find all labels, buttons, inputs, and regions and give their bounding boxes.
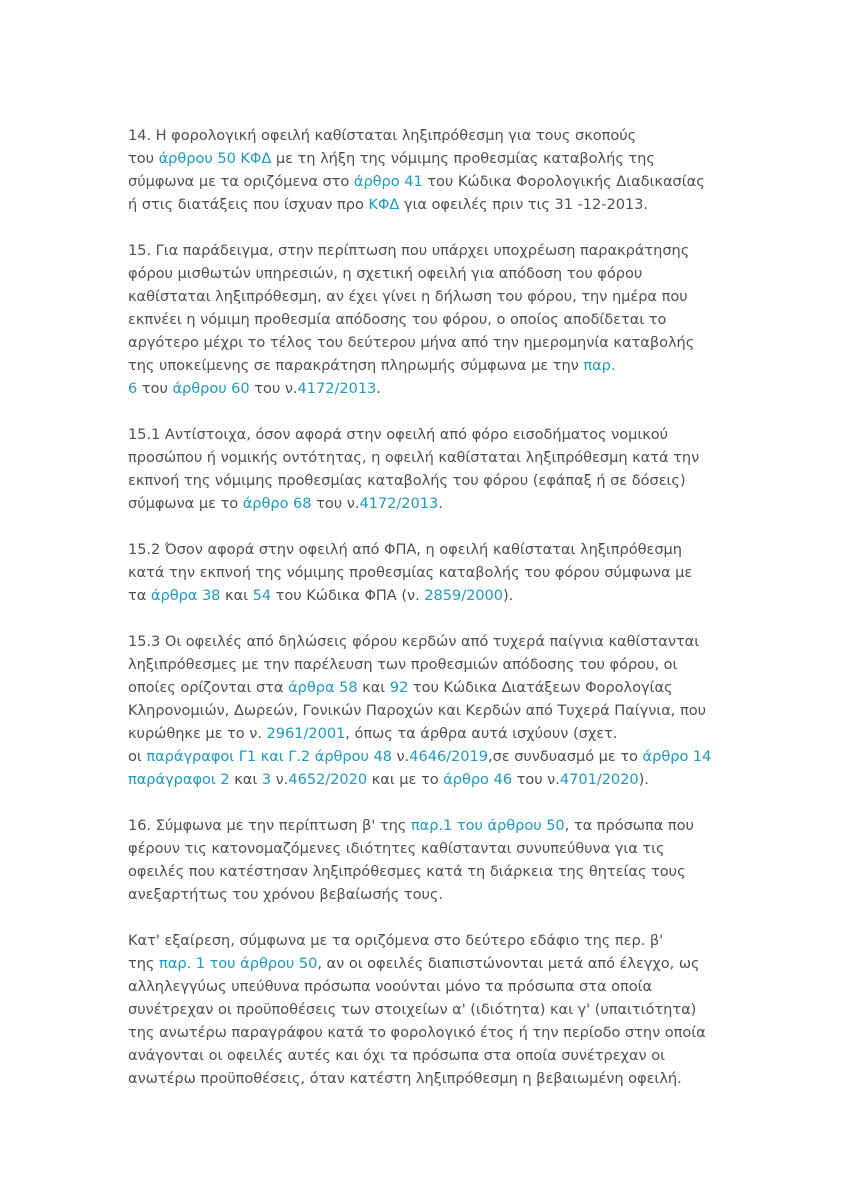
text-line <box>128 147 728 170</box>
text-line <box>128 699 728 722</box>
legal-reference-link[interactable]: παρ. 1 του άρθρου 50 <box>159 955 318 972</box>
text-segment: 15.1 Αντίστοιχα, όσον αφορά στην οφειλή από φόρο εισοδήματος νομικού <box>128 426 669 443</box>
legal-reference-link[interactable]: 2961/2001 <box>266 725 346 742</box>
legal-reference-link[interactable]: άρθρου 50 ΚΦΔ <box>158 150 272 167</box>
text-segment: 14. Η φορολογική οφειλή καθίσταται ληξιπρόθεσμη για τους σκοπούς <box>128 127 637 144</box>
text-segment: του ν. <box>311 495 360 512</box>
text-segment: 15. Για παράδειγμα, στην περίπτωση που υπάρχει υποχρέωση παρακράτησης <box>128 242 690 259</box>
text-line <box>128 262 728 285</box>
legal-reference-link[interactable]: παράγραφοι Γ1 και Γ.2 άρθρου 48 <box>146 748 392 765</box>
text-segment: ανωτέρω προϋποθέσεις, όταν κατέστη ληξιπρόθεσμη η βεβαιωμένη οφειλή. <box>128 1070 682 1087</box>
text-line <box>128 561 728 584</box>
legal-reference-link[interactable]: 4172/2013 <box>359 495 439 512</box>
text-line <box>128 745 728 768</box>
paragraph-p-exception <box>128 929 728 1090</box>
legal-reference-link[interactable]: άρθρα 58 <box>288 679 358 696</box>
text-segment: της <box>128 955 160 972</box>
text-line <box>128 1021 728 1044</box>
text-segment: ανάγονται οι οφειλές αυτές και όχι τα πρόσωπα στα οποία συνέτρεχαν οι <box>128 1047 665 1064</box>
legal-reference-link[interactable]: 4646/2019 <box>409 748 488 765</box>
legal-reference-link[interactable]: ΚΦΔ <box>368 196 400 213</box>
text-segment: εκπνέει η νόμιμη προθεσμία απόδοσης του φόρου, ο οποίος αποδίδεται το <box>128 311 667 328</box>
text-segment: αργότερο μέχρι το τέλος του δεύτερου μήνα από την ημερομηνία καταβολής <box>128 334 695 351</box>
text-line <box>128 170 728 193</box>
legal-reference-link[interactable]: άρθρου 60 <box>172 380 250 397</box>
text-segment: οποίες ορίζονται στα <box>128 679 289 696</box>
text-segment: του <box>128 150 159 167</box>
legal-reference-link[interactable]: 4652/2020 <box>288 771 368 788</box>
text-segment: του ν. <box>512 771 560 788</box>
legal-reference-link[interactable]: 54 <box>252 587 272 604</box>
text-line <box>128 653 728 676</box>
text-segment: . <box>376 380 381 397</box>
text-segment: ν. <box>271 771 289 788</box>
text-line <box>128 929 728 952</box>
text-line <box>128 492 728 515</box>
text-line <box>128 1067 728 1090</box>
paragraph-p15-2 <box>128 538 728 607</box>
text-line <box>128 768 728 791</box>
legal-reference-link[interactable]: παράγραφοι 2 <box>128 771 230 788</box>
legal-reference-link[interactable]: άρθρο 68 <box>242 495 312 512</box>
text-line <box>128 377 728 400</box>
paragraph-p15 <box>128 239 728 400</box>
legal-reference-link[interactable]: 4701/2020 <box>559 771 639 788</box>
text-line <box>128 538 728 561</box>
text-segment: , όπως τα άρθρα αυτά ισχύουν (σχετ. <box>345 725 618 742</box>
legal-reference-link[interactable]: άρθρο 14 <box>642 748 712 765</box>
text-line <box>128 860 728 883</box>
text-segment: της υποκείμενης σε παρακράτηση πληρωμής σύμφωνα με την <box>128 357 584 374</box>
text-segment: 16. Σύμφωνα με την περίπτωση β' της <box>128 817 411 834</box>
text-line <box>128 331 728 354</box>
text-segment: εκπνοή της νόμιμης προθεσμίας καταβολής του φόρου (εφάπαξ ή σε δόσεις) <box>128 472 686 489</box>
text-segment: οι <box>128 748 147 765</box>
text-segment: σύμφωνα με τα οριζόμενα στο <box>128 173 354 190</box>
legal-reference-link[interactable]: άρθρο 46 <box>443 771 512 788</box>
text-segment: με τη λήξη της νόμιμης προθεσμίας καταβολής της <box>271 150 655 167</box>
text-line <box>128 975 728 998</box>
legal-reference-link[interactable]: 6 <box>128 380 138 397</box>
paragraph-p14 <box>128 124 728 216</box>
text-segment: του Κώδικα Φορολογικής Διαδικασίας <box>422 173 705 190</box>
text-segment: του Κώδικα ΦΠΑ (ν. <box>271 587 425 604</box>
legal-reference-link[interactable]: άρθρα 38 <box>150 587 221 604</box>
text-segment: οφειλές που κατέστησαν ληξιπρόθεσμες κατά τη διάρκεια της θητείας τους <box>128 863 686 880</box>
legal-reference-link[interactable]: 3 <box>261 771 272 788</box>
text-segment: 15.2 Όσον αφορά στην οφειλή από ΦΠΑ, η οφειλή καθίσταται ληξιπρόθεσμη <box>128 541 682 558</box>
text-segment: . <box>438 495 443 512</box>
paragraph-p15-1 <box>128 423 728 515</box>
legal-reference-link[interactable]: παρ.1 του άρθρου 50 <box>410 817 565 834</box>
text-segment: ή στις διατάξεις που ίσχυαν προ <box>128 196 369 213</box>
text-line <box>128 124 728 147</box>
text-line <box>128 354 728 377</box>
text-segment: καθίσταται ληξιπρόθεσμη, αν έχει γίνει η δήλωση του φόρου, την ημέρα που <box>128 288 688 305</box>
text-segment: της ανωτέρω παραγράφου κατά το φορολογικό έτος ή την περίοδο στην οποία <box>128 1024 706 1041</box>
text-segment: αλληλεγγύως υπεύθυνα πρόσωπα νοούνται μόνο τα πρόσωπα στα οποία <box>128 978 653 995</box>
text-segment: για οφειλές πριν τις 31 -12-2013. <box>399 196 648 213</box>
legal-reference-link[interactable]: παρ. <box>583 357 616 374</box>
text-line <box>128 998 728 1021</box>
text-segment: κυρώθηκε με το ν. <box>128 725 267 742</box>
text-line <box>128 1044 728 1067</box>
text-segment: και <box>357 679 390 696</box>
text-segment: Κατ' εξαίρεση, σύμφωνα με τα οριζόμενα στο δεύτερο εδάφιο της περ. β' <box>128 932 664 949</box>
text-line <box>128 676 728 699</box>
text-line <box>128 285 728 308</box>
legal-reference-link[interactable]: 4172/2013 <box>297 380 377 397</box>
paragraph-p15-3 <box>128 630 728 791</box>
text-segment: του <box>137 380 173 397</box>
text-line <box>128 630 728 653</box>
text-segment: Κληρονομιών, Δωρεών, Γονικών Παροχών και Κερδών από Τυχερά Παίγνια, που <box>128 702 706 719</box>
text-segment: , τα πρόσωπα που <box>564 817 694 834</box>
text-line <box>128 584 728 607</box>
text-line <box>128 722 728 745</box>
text-segment: φόρου μισθωτών υπηρεσιών, η σχετική οφειλή για απόδοση του φόρου <box>128 265 643 282</box>
text-segment: φέρουν τις κατονομαζόμενες ιδιότητες καθίστανται συνυπεύθυνα για τις <box>128 840 665 857</box>
text-segment: σύμφωνα με το <box>128 495 243 512</box>
text-line <box>128 837 728 860</box>
text-line <box>128 883 728 906</box>
text-segment: του ν. <box>249 380 298 397</box>
text-segment: ληξιπρόθεσμες με την παρέλευση των προθεσμιών απόδοσης του φόρου, οι <box>128 656 678 673</box>
text-line <box>128 469 728 492</box>
text-line <box>128 446 728 469</box>
text-segment: και <box>220 587 253 604</box>
text-line <box>128 814 728 837</box>
text-segment: τα <box>128 587 151 604</box>
text-segment: του Κώδικα Διατάξεων Φορολογίας <box>408 679 673 696</box>
text-line <box>128 423 728 446</box>
document-page <box>128 124 728 1113</box>
text-segment: ). <box>503 587 514 604</box>
text-segment: προσώπου ή νομικής οντότητας, η οφειλή καθίσταται ληξιπρόθεσμη κατά την <box>128 449 700 466</box>
text-line <box>128 952 728 975</box>
text-line <box>128 308 728 331</box>
text-segment: και με το <box>367 771 444 788</box>
text-line <box>128 193 728 216</box>
text-segment: ανεξαρτήτως του χρόνου βεβαίωσής τους. <box>128 886 443 903</box>
legal-reference-link[interactable]: 92 <box>389 679 409 696</box>
text-segment: κατά την εκπνοή της νόμιμης προθεσμίας καταβολής του φόρου σύμφωνα με <box>128 564 693 581</box>
text-segment: και <box>229 771 262 788</box>
paragraph-p16 <box>128 814 728 906</box>
text-segment: συνέτρεχαν οι προϋποθέσεις των στοιχείων α' (ιδιότητα) και γ' (υπαιτιότητα) <box>128 1001 697 1018</box>
text-segment: ). <box>638 771 649 788</box>
text-segment: 15.3 Οι οφειλές από δηλώσεις φόρου κερδών από τυχερά παίγνια καθίστανται <box>128 633 700 650</box>
text-segment: , αν οι οφειλές διαπιστώνονται μετά από έλεγχο, ως <box>317 955 700 972</box>
text-segment: ,σε συνδυασμό με το <box>488 748 643 765</box>
legal-reference-link[interactable]: άρθρο 41 <box>353 173 423 190</box>
legal-reference-link[interactable]: 2859/2000 <box>424 587 504 604</box>
text-line <box>128 239 728 262</box>
text-segment: ν. <box>391 748 410 765</box>
